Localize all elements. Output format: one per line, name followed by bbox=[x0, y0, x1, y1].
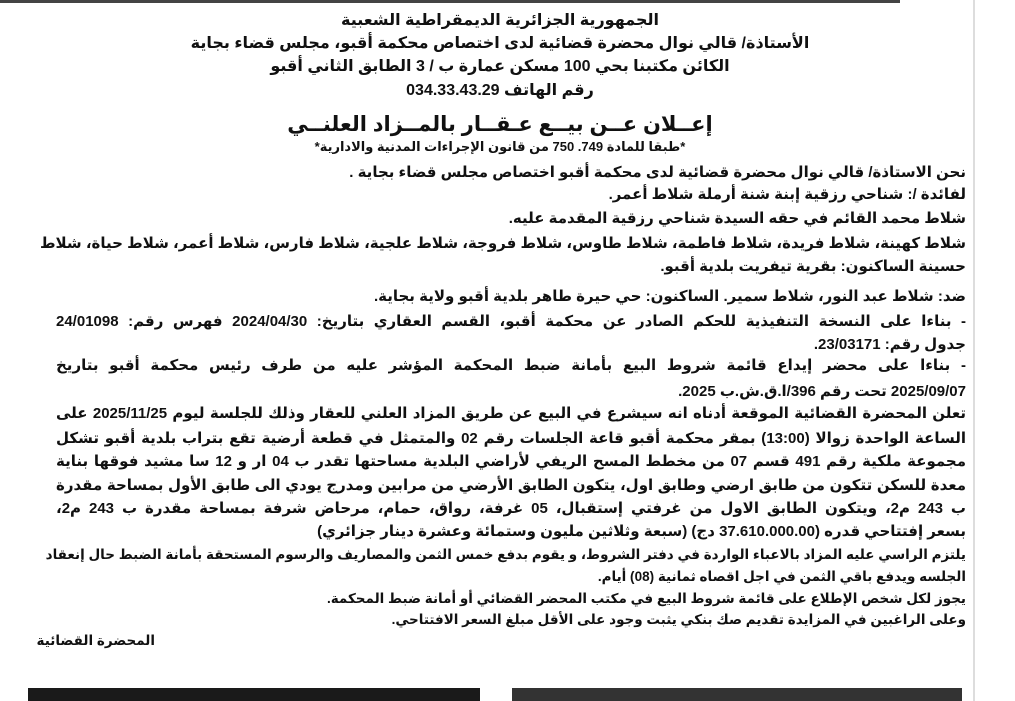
body-line: معدة للسكن تتكون من طابق ارضي وطابق اول، يتكون الطابق الأرضي من مرابين ومدرج يودي الى طابق الأول بمساحة مقدرة bbox=[56, 477, 966, 494]
dark-banner-right bbox=[512, 688, 962, 701]
body-line: - بناءا على محضر إيداع قائمة شروط البيع بأمانة ضبط المحكمة المؤشر عليه من طرف رئيس محكمة أقبو بتاريخ bbox=[56, 357, 966, 374]
body-line: وعلى الراغبين في المزايدة تقديم صك بنكي يثبت وجود على الأقل مبلغ السعر الافتتاحي. bbox=[391, 612, 966, 627]
signature: المحضرة القضائية bbox=[36, 633, 155, 648]
body-line: ب 243 م2، ويتكون الطابق الاول من غرفتي إستقبال، 05 غرفة، رواق، حمام، مرحاض شرفة بمساحة مقدرة ب 243 م2، bbox=[56, 500, 966, 517]
body-line: مجموعة ملكية رقم 491 قسم 07 من مخطط المسح الريفي لأراضي البلدية مساحتها تقدر ب 04 ار و 12 سا مشيد فوقها بناية bbox=[56, 453, 967, 470]
starting-price-line: بسعر إفتتاحي قدره (37.610.000.00 دج) (سبعة وثلاثين مليون وستمائة وعشرة دينار جزائري) bbox=[317, 523, 966, 540]
body-line: لفائدة /: شناحي رزقية إبنة شنة أرملة شلاط أعمر. bbox=[608, 186, 966, 203]
body-line: تعلن المحضرة القضائية الموقعة أدناه انه سيشرع في البيع عن طريق المزاد العلني للعقار وذلك للجلسة ليوم 2025/11/25 على bbox=[56, 405, 966, 422]
bailiff-heading: الأستاذة/ قالي نوال محضرة قضائية لدى اختصاص محكمة أقبو، مجلس قضاء بجاية bbox=[190, 35, 810, 52]
body-line: ضد: شلاط عبد النور، شلاط سمير. الساكنون: حي حيرة طاهر بلدية أقبو ولاية بجاية. bbox=[373, 288, 966, 305]
body-line: جدول رقم: 23/03171. bbox=[813, 336, 966, 353]
notice-title: إعــلان عــن بيــع عـقــار بالمــزاد العلنــي bbox=[287, 113, 713, 136]
office-address: الكائن مكتبنا بحي 100 مسكن عمارة ب / 3 الطابق الثاني أقبو bbox=[270, 58, 730, 75]
body-line: نحن الاستاذة/ قالي نوال محضرة قضائية لدى محكمة أقبو اختصاص مجلس قضاء بجاية . bbox=[349, 164, 966, 181]
body-line: شلاط كهينة، شلاط فريدة، شلاط فاطمة، شلاط طاوس، شلاط فروجة، شلاط علجية، شلاط فارس، شلاط أعمر، شلاط حياة، شلاط bbox=[39, 235, 966, 252]
body-line: الساعة الواحدة زوالا (13:00) بمقر محكمة أقبو قاعة الجلسات رقم 02 والمتمثل في قطعة أرضية تقع بتراب بلدية أقبو تشكل bbox=[56, 430, 966, 447]
body-line: 2025/09/07 تحت رقم 396/ا.ق.ش.ب 2025. bbox=[678, 383, 966, 400]
dark-banner-left bbox=[28, 688, 480, 701]
scan-top-edge bbox=[0, 0, 900, 3]
republic-heading: الجمهورية الجزائرية الديمقراطية الشعبية bbox=[340, 12, 660, 29]
scan-right-edge bbox=[973, 0, 975, 701]
body-line: يلتزم الراسي عليه المزاد بالاعباء الواردة في دفتر الشروط، و يقوم بدفع خمس الثمن والمصاريف والرسوم المستحقة بأمانة الضبط حال إنعقاد bbox=[45, 547, 966, 562]
body-line: - بناءا على النسخة التنفيذية للحكم الصادر عن محكمة أقبو، القسم العقاري بتاريخ: 2024/04/30 فهرس رقم: 24/01098 bbox=[56, 313, 966, 330]
notice-subtitle: *طبقا للمادة 749. 750 من قانون الإجراءات المدنية والادارية* bbox=[314, 139, 686, 154]
body-line: شلاط محمد القائم في حقه السيدة شناحي رزقية المقدمة عليه. bbox=[508, 210, 966, 227]
phone-number: رقم الهاتف 034.33.43.29 bbox=[406, 82, 594, 99]
body-line: يجوز لكل شخص الإطلاع على قائمة شروط البيع في مكتب المحضر القضائي أو أمانة ضبط المحكمة. bbox=[326, 591, 966, 606]
body-line: حسينة الساكنون: بقرية تيفريت بلدية أقبو. bbox=[660, 258, 966, 275]
body-line: الجلسه ويدفع باقي الثمن في اجل اقصاه ثمانية (08) أيام. bbox=[597, 569, 966, 584]
